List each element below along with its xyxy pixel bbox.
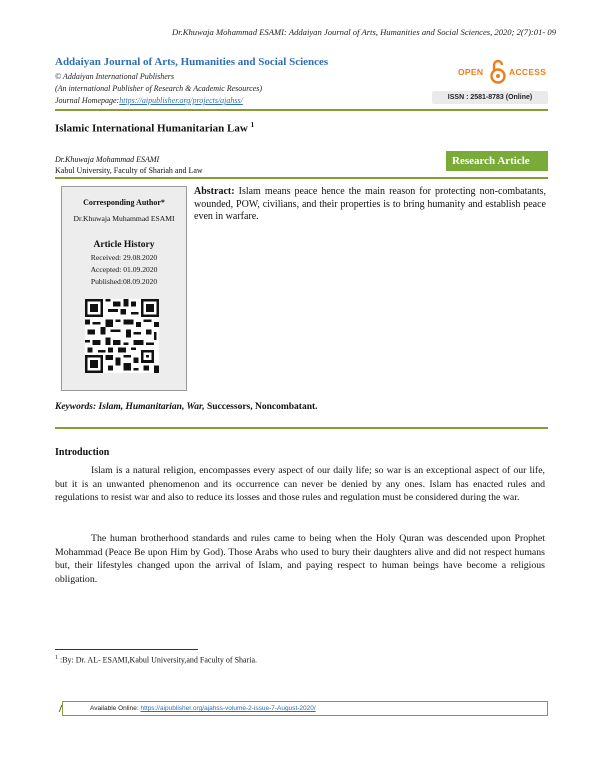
introduction-paragraph-2: The human brotherhood standards and rules came to being when the Holy Quran was descended upon Prophet Mohammad (Peace Be upon Him by God). Those Arabs who used to bury their daughters alive and did not respect humans but, their lifestyles changed upon the arrival of Islam, and paying respect to human beings have become a religious obligation. (55, 533, 545, 585)
footnote-marker: 1 (55, 655, 58, 661)
footer-label: Available Online: (90, 705, 141, 712)
corresponding-author-name: Dr.Khuwaja Muhammad ESAMI (73, 214, 175, 223)
qr-code[interactable] (85, 299, 159, 373)
footnote-rule (55, 649, 198, 650)
open-access-access: ACCESS (509, 67, 547, 77)
accepted-date: Accepted: 01.09.2020 (90, 265, 158, 274)
keywords (55, 402, 318, 412)
title-footnote-marker: 1 (250, 121, 255, 129)
header-divider (55, 109, 548, 111)
qr-code-icon (85, 299, 159, 373)
footnote-text: :By: Dr. AL- ESAMI,Kabul University,and Faculty of Sharia. (58, 655, 258, 665)
keywords-label: Keywords: (55, 402, 97, 412)
abstract (194, 186, 546, 224)
homepage-link[interactable]: https://aipublisher.org/projects/ajahss/ (119, 96, 243, 105)
introduction-heading: Introduction (55, 447, 110, 458)
footer-link[interactable]: https://aipublisher.org/ajahss-volume-2-issue-7-August-2020/ (140, 705, 316, 712)
article-title-text: Islamic International Humanitarian Law (55, 122, 248, 135)
keywords-italic-terms: Islam, Humanitarian, War, (96, 402, 205, 412)
open-access-logo (458, 62, 550, 84)
issn-badge: ISSN : 2581-8783 (Online) (432, 91, 548, 104)
keywords-bold-terms: Successors, Noncombatant. (204, 402, 318, 412)
article-info-sidebar (61, 186, 187, 391)
journal-title: Addaiyan Journal of Arts, Humanities and Social Sciences (55, 56, 329, 68)
publisher-line: © Addaiyan International Publishers (55, 72, 175, 81)
corresponding-author-label: Corresponding Author* (83, 198, 165, 207)
open-access-open: OPEN (458, 67, 484, 77)
introduction-paragraph-1: Islam is a natural religion, encompasses every aspect of our daily life; so war is an exceptional aspect of our life, but it is an unwanted phenomenon and its occurrence can never be denied by any ones. Islam has enacted rules and regulations to resist war and also to reduce its losses and those rules and regulation must be considered during the war. (55, 465, 545, 504)
published-date: Published:08.09.2020 (90, 277, 158, 286)
journal-homepage (55, 96, 243, 105)
footer-availability (90, 705, 316, 712)
open-lock-icon (489, 59, 507, 85)
article-title (55, 121, 254, 135)
footnote (55, 655, 257, 665)
running-head: Dr.Khuwaja Mohammad ESAMI: Addaiyan Journal of Arts, Humanities and Social Sciences, 2020; 2(7):01- 09 (172, 27, 556, 37)
article-history-label: Article History (93, 240, 155, 250)
homepage-label: Journal Homepage: (55, 96, 120, 105)
author-affiliation: Kabul University, Faculty of Shariah and Law (55, 166, 203, 175)
publisher-description: (An international Publisher of Research & Academic Resources) (55, 84, 262, 93)
title-divider (55, 177, 548, 179)
received-date: Received: 29.08.2020 (90, 253, 158, 262)
abstract-text: Islam means peace hence the main reason for protecting non-combatants, wounded, POW, civilians, and their properties is to bring humanity and establish peace even in warfare. (194, 186, 546, 222)
abstract-label: Abstract: (194, 186, 235, 197)
author-name: Dr.Khuwaja Mohammad ESAMI (55, 155, 160, 164)
keywords-divider (55, 427, 548, 429)
article-type-badge: Research Article (446, 151, 548, 171)
